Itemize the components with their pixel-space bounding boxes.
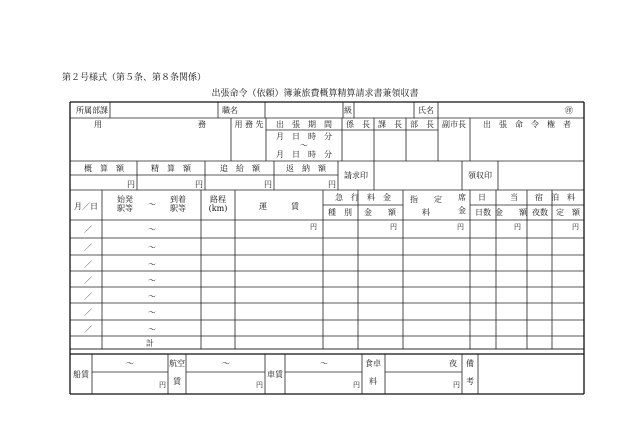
name-label: 氏名: [418, 106, 434, 115]
director-label: 部 長: [410, 120, 434, 129]
section-chief-label: 課 長: [378, 120, 402, 129]
meal-label-2: 料: [369, 377, 377, 386]
row-yen: 円: [572, 223, 579, 231]
estimate-yen: 円: [127, 180, 135, 189]
remarks-label-2: 考: [466, 377, 474, 386]
remarks-label-1: 備: [466, 359, 474, 368]
seal-mark: ㊞: [565, 106, 573, 115]
destination-label: 用 務 先: [234, 120, 264, 129]
row-date-slash: ／: [84, 260, 92, 269]
receipt-seal-label: 領収印: [468, 171, 492, 180]
business-label: 用 務: [94, 120, 206, 129]
additional-yen: 円: [264, 180, 272, 189]
bottom-yen: 円: [353, 381, 360, 389]
row-route-tilde: ～: [148, 276, 156, 285]
settlement-label: 精 算 額: [151, 164, 191, 173]
period-end: 月 日 時 分: [276, 150, 332, 159]
days-header: 日数: [475, 208, 491, 217]
distance-header: 路程(km): [208, 195, 228, 213]
row-date-slash: ／: [84, 292, 92, 301]
meal-label-1: 食卓: [365, 359, 381, 368]
express-header: 急 行 料 金: [335, 193, 391, 202]
reserved-header-3: 料: [422, 208, 430, 217]
dept-label: 所属部課: [76, 106, 108, 115]
car-tilde: ～: [320, 359, 328, 368]
origin-header: 始発駅等: [117, 195, 133, 213]
grade-label: 級: [344, 106, 352, 115]
row-route-tilde: ～: [148, 308, 156, 317]
fare-header: 運 賃: [259, 202, 299, 211]
bottom-yen: 円: [256, 381, 263, 389]
route-tilde-header: ～: [148, 200, 156, 209]
row-date-slash: ／: [84, 325, 92, 334]
authority-label: 出 張 命 令 権 者: [483, 120, 571, 129]
row-date-slash: ／: [84, 243, 92, 252]
row-yen: 円: [390, 223, 397, 231]
period-start: 月 日 時 分: [276, 132, 332, 141]
ship-label: 船賃: [73, 370, 89, 379]
chief-label: 係 長: [346, 120, 370, 129]
nights-header: 夜数: [532, 208, 548, 217]
row-date-slash: ／: [84, 308, 92, 317]
row-route-tilde: ～: [148, 260, 156, 269]
row-yen: 円: [457, 223, 464, 231]
refund-label: 返 納 額: [286, 164, 326, 173]
date-header: 月／日: [74, 202, 98, 211]
total-label: 計: [146, 339, 154, 348]
reserved-header-1: 指 定: [410, 195, 442, 204]
row-route-tilde: ～: [148, 225, 156, 234]
additional-label: 追 給 額: [220, 164, 260, 173]
estimate-label: 概 算 額: [84, 164, 124, 173]
row-yen: 円: [514, 223, 521, 231]
period-label: 出 張 期 間: [276, 120, 332, 129]
form-number: 第２号様式（第５条、第８条関係）: [62, 73, 207, 83]
daily-amount-header: 金 額: [495, 208, 527, 217]
arrival-header: 到着駅等: [170, 195, 186, 213]
refund-yen: 円: [328, 180, 336, 189]
post-label: 職名: [222, 106, 238, 115]
lodging-header: 宿 泊 料: [535, 193, 575, 202]
row-date-slash: ／: [84, 276, 92, 285]
row-route-tilde: ～: [148, 292, 156, 301]
vice-mayor-label: 副市長: [442, 120, 466, 129]
bottom-yen: 円: [159, 381, 166, 389]
air-tilde: ～: [222, 359, 230, 368]
document-title: 出張命令（依頼）簿兼旅費概算精算請求書兼領収書: [211, 89, 419, 99]
air-label-2: 賃: [173, 377, 181, 386]
express-amount-header: 金 額: [364, 208, 396, 217]
ship-tilde: ～: [126, 359, 134, 368]
daily-header: 日 当: [478, 193, 518, 202]
air-label-1: 航空: [169, 359, 185, 368]
night-label: 夜: [449, 359, 457, 368]
claim-seal-label: 請求印: [344, 171, 368, 180]
row-date-slash: ／: [84, 225, 92, 234]
fixed-amount-header: 定 額: [556, 208, 580, 217]
reserved-header-4: 金: [458, 206, 466, 215]
bottom-yen: 円: [453, 381, 460, 389]
reserved-header-2: 席: [458, 193, 466, 202]
settlement-yen: 円: [195, 180, 203, 189]
row-route-tilde: ～: [148, 325, 156, 334]
car-label: 車賃: [267, 370, 283, 379]
row-route-tilde: ～: [148, 243, 156, 252]
kind-header: 種 別: [328, 208, 352, 217]
period-tilde: ～: [300, 141, 308, 150]
row-yen: 円: [310, 223, 317, 231]
